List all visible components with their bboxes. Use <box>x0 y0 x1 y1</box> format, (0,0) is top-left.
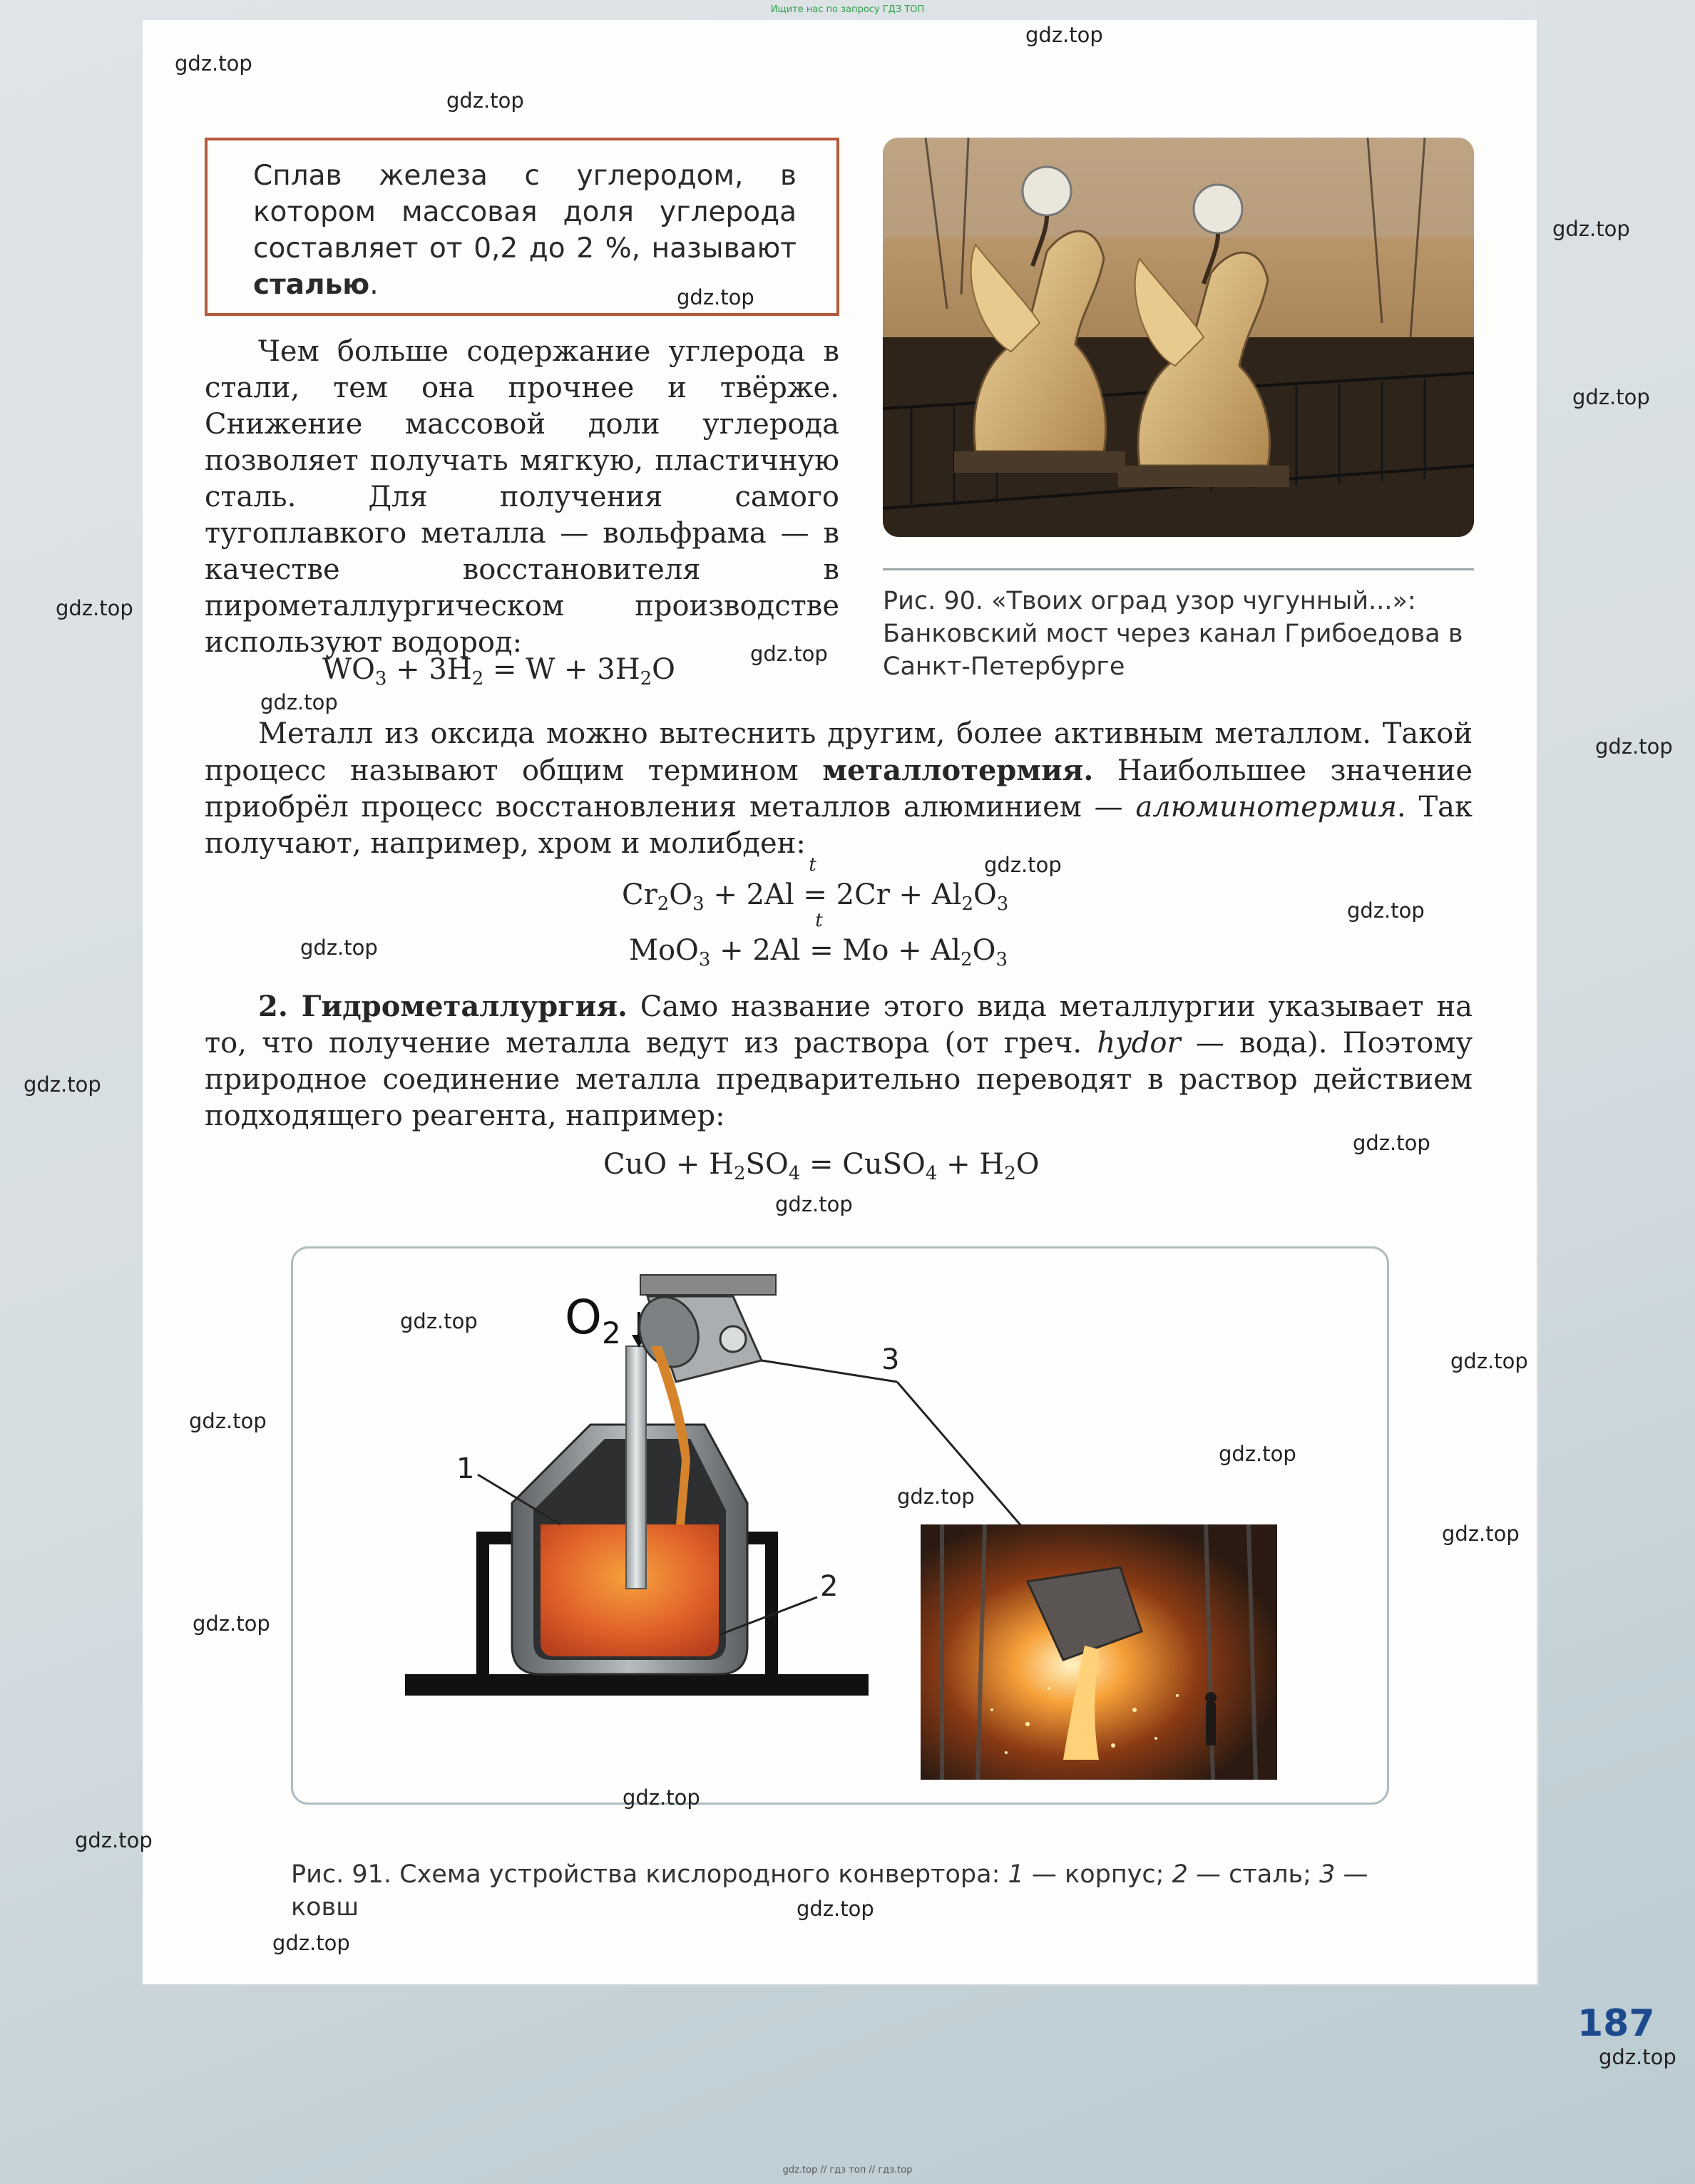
watermark: gdz.top <box>1552 217 1630 241</box>
o2-label: $O_2$ <box>565 1290 621 1350</box>
watermark: gdz.top <box>1219 1442 1296 1466</box>
definition-text: Сплав железа с углеродом, в котором массовая доля углерода составляет от 0,2 до 2 %, называют <box>253 160 797 265</box>
watermark: gdz.top <box>272 1931 350 1955</box>
watermark: gdz.top <box>1572 385 1650 409</box>
bridge-photo <box>883 138 1474 537</box>
equation-molybdenum: MoO$_3$ + 2Al t = $Mo + Al_2O_3$ <box>629 910 1008 970</box>
figure-91-caption: Рис. 91. Схема устройства кислородного конвертора: 1 — корпус; 2 — сталь; 3 — ковш <box>291 1860 1368 1922</box>
watermark: gdz.top <box>1450 1349 1528 1373</box>
watermark: gdz.top <box>193 1611 270 1636</box>
watermark: gdz.top <box>750 642 828 666</box>
equation-chromium: $Cr_2O_3 + 2Al$ t = $2Cr + Al_2O_3$ <box>622 854 1009 915</box>
label-3: 3 <box>881 1343 900 1376</box>
watermark: gdz.top <box>797 1897 874 1921</box>
steel-pouring-photo <box>921 1524 1277 1780</box>
page-number: 187 <box>1577 2002 1655 2045</box>
watermark: gdz.top <box>677 285 754 309</box>
watermark: gdz.top <box>260 690 338 714</box>
watermark: gdz.top <box>1599 2045 1676 2069</box>
paragraph-metallothermy: Металл из оксида можно вытеснить другим, более активным металлом. Такой процесс называют общим термином металлотермия. Наибольшее значение приобрёл процесс восстановления металлов алюминием — алюминотермия. Так получают, например, хром и молибден: <box>205 717 1473 860</box>
header-note: Ищите нас по запросу ГДЗ ТОП <box>770 4 925 15</box>
figure-90-caption: Рис. 90. «Твоих оград узор чугунный...»: Банковский мост через канал Грибоедова в Санкт-Петербурге <box>883 587 1463 681</box>
watermark: gdz.top <box>1442 1522 1520 1546</box>
watermark: gdz.top <box>446 88 524 113</box>
definition-box: Сплав железа с углеродом, в котором массовая доля углерода составляет от 0,2 до 2 %, называют сталью. <box>205 138 839 316</box>
watermark: gdz.top <box>1025 23 1103 47</box>
watermark: gdz.top <box>897 1485 975 1509</box>
watermark: gdz.top <box>56 596 133 620</box>
watermark: gdz.top <box>300 935 378 960</box>
caption-divider <box>883 568 1474 570</box>
equation-tungsten: $WO_3 + 3H_2 = W + 3H_2O$ <box>322 653 675 689</box>
paragraph-hydrometallurgy: 2. Гидрометаллургия. Само название этого вида металлургии указывает на то, что получение металла ведут из раствора (от греч. hydor — вода). Поэтому природное соединение металла предварительно переводят в раствор действием подходящего реагента, например: <box>205 990 1473 1132</box>
paragraph-tungsten: Чем больше содержание углерода в стали, тем она прочнее и твёрже. Снижение массовой доли углерода позволяет получать мягкую, пластичную сталь. Для получения самого тугоплавкого металла — вольфрама — в качестве восстановителя в пирометаллургическом производстве используют водород: <box>205 335 839 659</box>
footer-note: gdz.top // гдз топ // гдз.top <box>782 2165 913 2175</box>
watermark: gdz.top <box>1347 898 1425 923</box>
watermark: gdz.top <box>400 1309 478 1333</box>
equation-copper: CuO + $H_2SO_4$ = CuSO$_4$ + $H_2O$ <box>603 1148 1040 1184</box>
label-1: 1 <box>456 1452 475 1485</box>
watermark: gdz.top <box>75 1828 153 1852</box>
watermark: gdz.top <box>24 1072 101 1097</box>
section-heading: 2. Гидрометаллургия. <box>258 990 628 1023</box>
watermark: gdz.top <box>175 51 252 76</box>
label-2: 2 <box>820 1570 839 1603</box>
watermark: gdz.top <box>984 853 1062 877</box>
watermark: gdz.top <box>189 1409 267 1433</box>
definition-term: сталью <box>253 269 370 301</box>
term-metallothermy: металлотермия. <box>822 754 1094 787</box>
watermark: gdz.top <box>1353 1131 1430 1155</box>
watermark: gdz.top <box>623 1785 700 1810</box>
watermark: gdz.top <box>775 1192 853 1216</box>
watermark: gdz.top <box>1595 734 1673 759</box>
term-aluminothermy: алюминотермия <box>1135 791 1397 824</box>
